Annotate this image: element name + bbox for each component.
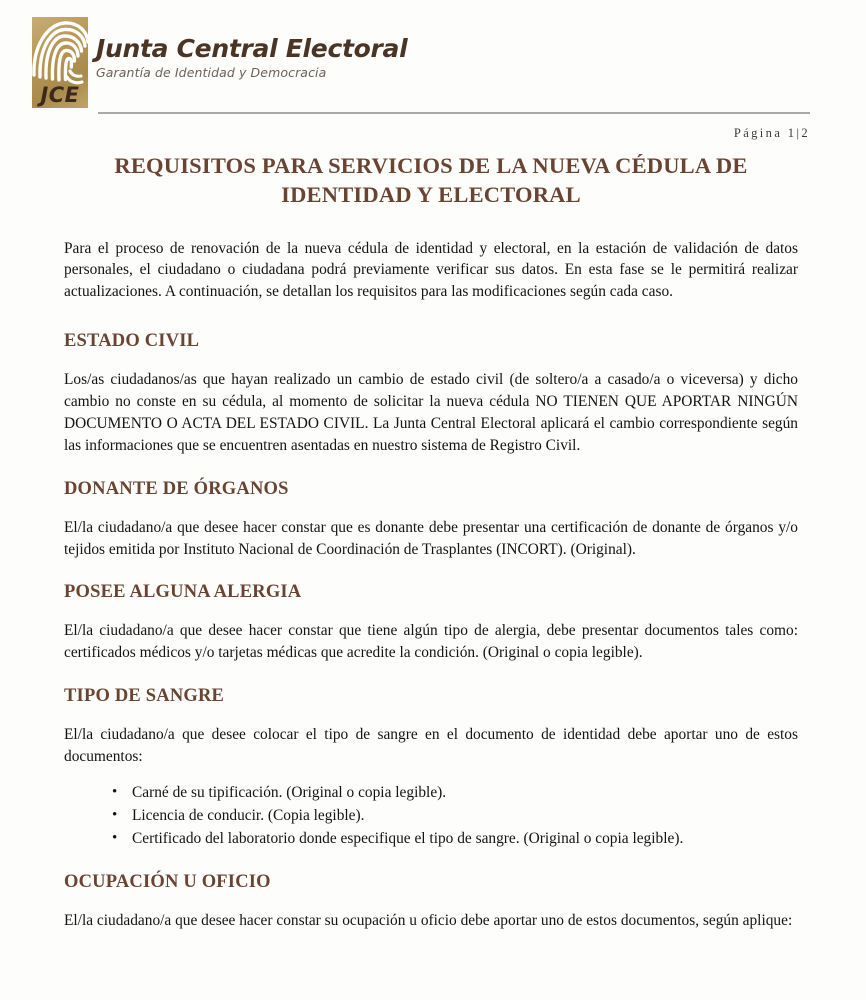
section-heading: OCUPACIÓN U OFICIO — [64, 872, 271, 893]
document-header — [0, 0, 866, 118]
section-estado-civil — [64, 331, 798, 457]
section-ocupacion-u-oficio — [64, 872, 798, 932]
svg-text:JCE: JCE — [40, 83, 80, 107]
page-indicator: Página 1|2 — [733, 126, 810, 140]
intro-paragraph: Para el proceso de renovación de la nueva cédula de identidad y electoral, en la estación de validación de datos personales, el ciudadano o ciudadana podrá previamente verificar sus datos. En esta fase se le permitirá realizar actualizaciones. A continuación, se detallan los requisitos para las modificaciones según cada caso. — [64, 239, 798, 301]
fingerprint-logo — [32, 17, 88, 108]
section-heading: DONANTE DE ÓRGANOS — [64, 478, 289, 499]
section-paragraph: El/la ciudadano/a que desee hacer constar su ocupación u oficio debe aportar uno de estos documentos, según aplique: — [64, 912, 793, 930]
section-heading: TIPO DE SANGRE — [64, 686, 225, 707]
document-content — [64, 152, 798, 946]
section-donante-de-organos — [64, 479, 798, 561]
brand-subtitle: Garantía de Identidad y Democracia — [96, 65, 327, 81]
page-title: REQUISITOS PARA SERVICIOS DE LA NUEVA CÉDULA DE IDENTIDAD Y ELECTORAL — [114, 153, 748, 207]
section-paragraph: El/la ciudadano/a que desee hacer constar que tiene algún tipo de alergia, debe presentar documentos tales como: certificados médicos y/o tarjetas médicas que acredite la condición. (Original o copia legible). — [64, 622, 798, 662]
section-paragraph: El/la ciudadano/a que desee hacer constar que es donante debe presentar una certificación de donante de órganos y/o tejidos emitida por Instituto Nacional de Coordinación de Trasplantes (INCORT). (Original). — [64, 518, 798, 558]
section-heading: POSEE ALGUNA ALERGIA — [64, 582, 302, 603]
brand-title: Junta Central Electoral — [96, 34, 408, 63]
section-tipo-de-sangre — [64, 686, 798, 850]
section-paragraph: Los/as ciudadanos/as que hayan realizado un cambio de estado civil (de soltero/a a casado/a o viceversa) y dicho cambio no conste en su cédula, al momento de solicitar la nueva cédula NO TIENEN QUE APORTAR NINGÚN DOCUMENTO O ACTA DEL ESTADO CIVIL. La Junta Central Electoral aplicará el cambio correspondiente según las informaciones que se encuentren asentadas en nuestro sistema de Registro Civil. — [64, 371, 798, 454]
section-paragraph: El/la ciudadano/a que desee colocar el tipo de sangre en el documento de identidad debe aportar uno de estos documentos: — [64, 726, 798, 766]
requirements-list — [64, 782, 798, 850]
header-divider — [98, 112, 810, 114]
list-item: • Carné de su tipificación. (Original o copia legible). — [112, 782, 798, 805]
list-item: • Certificado del laboratorio donde especifique el tipo de sangre. (Original o copia legible). — [112, 828, 798, 851]
brand-block — [96, 36, 407, 80]
section-heading: ESTADO CIVIL — [64, 331, 200, 352]
list-item: • Licencia de conducir. (Copia legible). — [112, 805, 798, 828]
section-posee-alguna-alergia — [64, 582, 798, 664]
